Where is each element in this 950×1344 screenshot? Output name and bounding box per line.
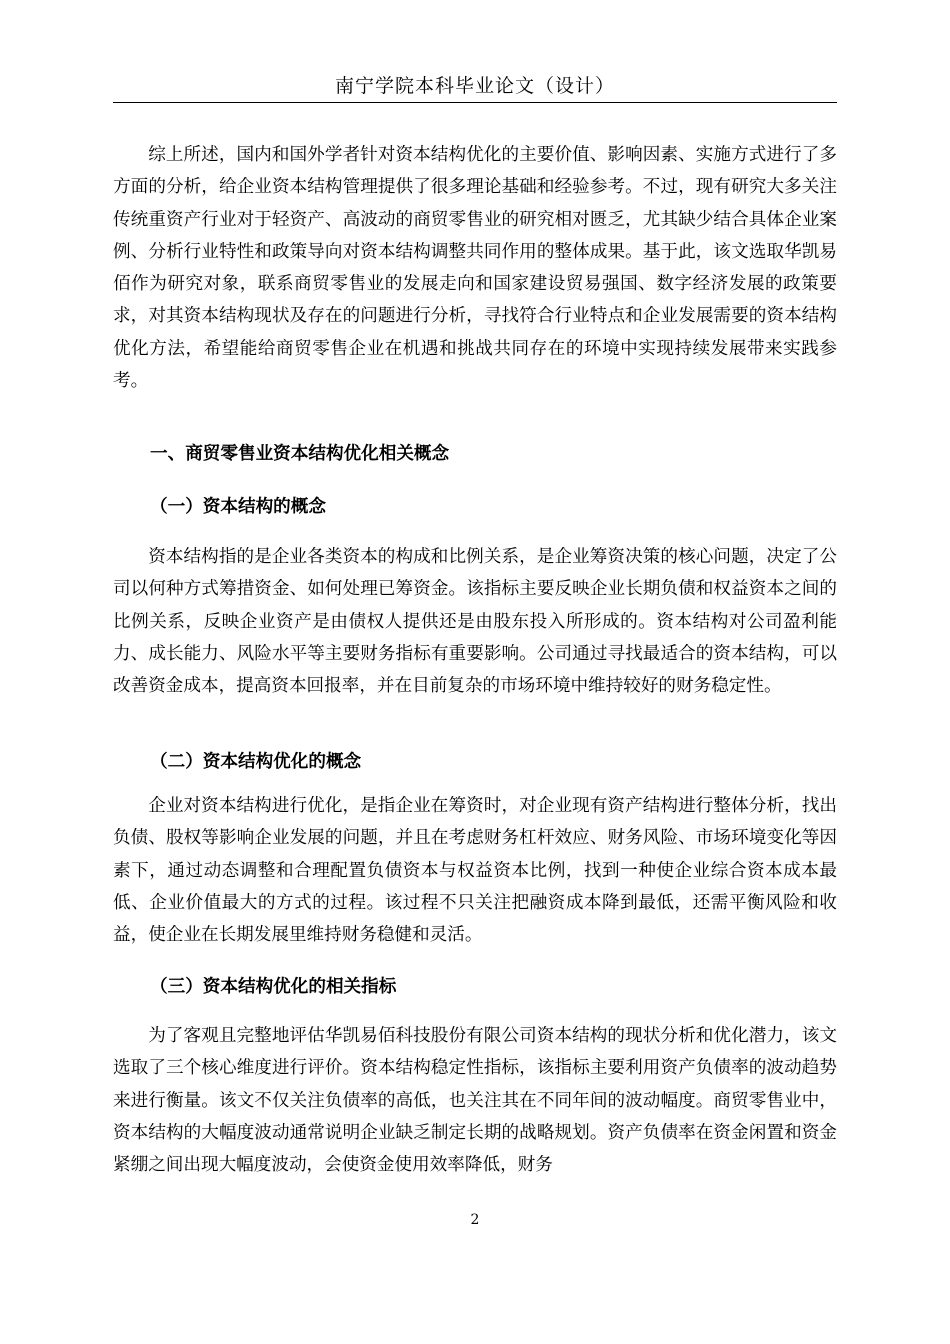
subsection-heading-optimization: （二）资本结构优化的概念 <box>150 751 362 772</box>
paragraph-indicators: 为了客观且完整地评估华凯易佰科技股份有限公司资本结构的现状分析和优化潜力，该文选取了三个核心维度进行评价。资本结构稳定性指标，该指标主要利用资产负债率的波动趋势来进行衡量。该文不仅关注负债率的高低，也关注其在不同年间的波动幅度。商贸零售业中，资本结构的大幅度波动通常说明企业缺乏制定长期的战略规划。资产负债率在资金闲置和资金紧绷之间出现大幅度波动，会使资金使用效率降低，财务 <box>113 1026 837 1176</box>
page-header <box>113 68 837 103</box>
paragraph-optimization: 企业对资本结构进行优化，是指企业在筹资时，对企业现有资产结构进行整体分析，找出负债、股权等影响企业发展的问题，并且在考虑财务杠杆效应、财务风险、市场环境变化等因素下，通过动态调整和合理配置负债资本与权益资本比例，找到一种使企业综合资本成本最低、企业价值最大的方式的过程。该过程不只关注把融资成本降到最低，还需平衡风险和收益，使企业在长期发展里维持财务稳健和灵活。 <box>113 796 837 946</box>
header-title: 南宁学院本科毕业论文（设计） <box>334 75 615 97</box>
subsection-heading-capital-structure: （一）资本结构的概念 <box>150 496 326 517</box>
paragraph-intro: 综上所述，国内和国外学者针对资本结构优化的主要价值、影响因素、实施方式进行了多方面的分析，给企业资本结构管理提供了很多理论基础和经验参考。不过，现有研究大多关注传统重资产行业对于轻资产、高波动的商贸零售业的研究相对匮乏，尤其缺少结合具体企业案例、分析行业特性和政策导向对资本结构调整共同作用的整体成果。基于此，该文选取华凯易佰作为研究对象，联系商贸零售业的发展走向和国家建设贸易强国、数字经济发展的政策要求，对其资本结构现状及存在的问题进行分析，寻找符合行业特点和企业发展需要的资本结构优化方法，希望能给商贸零售企业在机遇和挑战共同存在的环境中实现持续发展带来实践参考。 <box>113 145 837 392</box>
subsection-heading-indicators: （三）资本结构优化的相关指标 <box>150 976 397 997</box>
section-heading-1: 一、商贸零售业资本结构优化相关概念 <box>150 443 450 464</box>
paragraph-capital-structure: 资本结构指的是企业各类资本的构成和比例关系，是企业筹资决策的核心问题，决定了公司以何种方式筹措资金、如何处理已筹资金。该指标主要反映企业长期负债和权益资本之间的比例关系，反映企业资产是由债权人提供还是由股东投入所形成的。资本结构对公司盈利能力、成长能力、风险水平等主要财务指标有重要影响。公司通过寻找最适合的资本结构，可以改善资金成本，提高资本回报率，并在目前复杂的市场环境中维持较好的财务稳定性。 <box>113 547 837 697</box>
page-number: 2 <box>470 1212 480 1228</box>
